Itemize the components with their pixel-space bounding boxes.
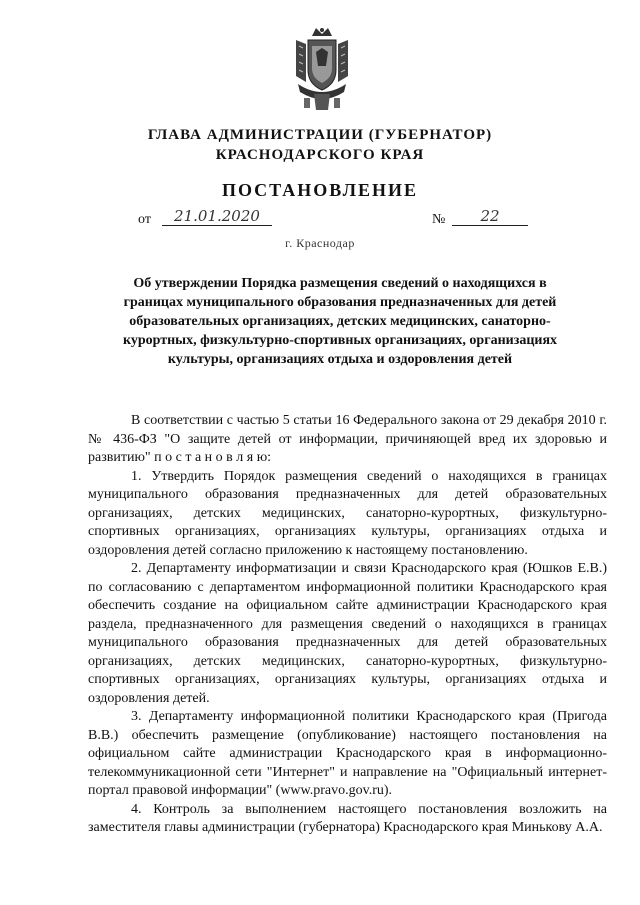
paragraph-item-1: 1. Утвердить Порядок размещения сведений о находящихся в границах муниципального образования предназначенных для детей образовательных организациях, детских медицинских, санаторно-курортных, физкультурно-спортивных организациях, организациях культуры, организациях отдыха и оздоровления детей согласно приложению к настоящему постановлению. xyxy=(88,468,607,558)
coat-of-arms-icon xyxy=(290,26,354,112)
paragraph-preamble: В соответствии с частью 5 статьи 16 Федерального закона от 29 декабря 2010 г. № 436-ФЗ "О защите детей от информации, причиняющей вред их здоровью и развитию" п о с т а н о в л я ю: xyxy=(88,413,607,465)
paragraph-item-4: 4. Контроль за выполнением настоящего постановления возложить на заместителя главы администрации (губернатора) Краснодарского края Минькову А.А. xyxy=(88,801,607,835)
document-body xyxy=(88,412,607,838)
document-type: ПОСТАНОВЛЕНИЕ xyxy=(221,180,419,200)
number-value: 22 xyxy=(452,207,528,226)
authority-title-line2: КРАСНОДАРСКОГО КРАЯ xyxy=(215,147,425,163)
authority-title-line1: ГЛАВА АДМИНИСТРАЦИИ (ГУБЕРНАТОР) xyxy=(147,127,493,143)
paragraph-item-3: 3. Департаменту информационной политики Краснодарского края (Пригода В.В.) обеспечить размещение (опубликование) настоящего постановления на официальном сайте администрации Краснодарского края в информационно-телекоммуникационной сети "Интернет" и направление на "Официальный интернет-портал правовой информации" (www.pravo.gov.ru). xyxy=(88,709,607,798)
date-value: 21.01.2020 xyxy=(162,207,272,226)
number-label: № xyxy=(432,212,446,227)
document-title: Об утверждении Порядка размещения сведений о находящихся в границах муниципального образования предназначенных для детей образовательных организациях, детских медицинских, санаторно-курортных, физкультурно-спортивных организациях, организациях культуры, организациях отдыха и оздоровления детей xyxy=(122,276,558,367)
date-label: от xyxy=(138,212,151,227)
paragraph-item-2: 2. Департаменту информатизации и связи Краснодарского края (Юшков Е.В.) по согласованию с департаментом информационной политики Краснодарского края обеспечить создание на официальном сайте администрации Краснодарского края раздела, предназначенного для размещения сведений о находящихся в границах муниципального образования предназначенных для детей образовательных организациях, детских медицинских, санаторно-курортных, физкультурно-спортивных организациях, организациях культуры, организациях отдыха и оздоровления детей. xyxy=(88,561,607,706)
city: г. Краснодар xyxy=(285,236,355,250)
